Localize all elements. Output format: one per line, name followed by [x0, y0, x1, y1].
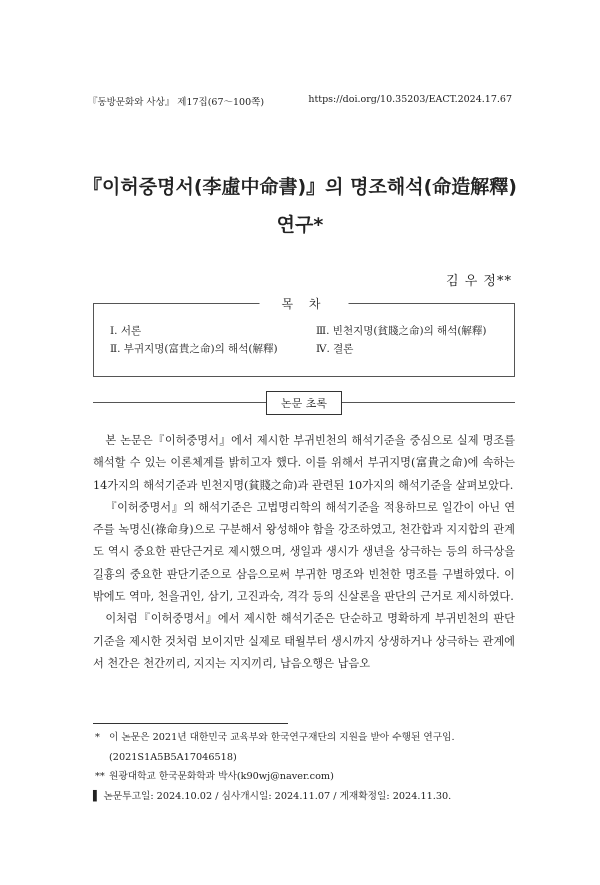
toc-item: Ⅰ. 서론 [110, 325, 142, 337]
author-name: 김 우 정** [446, 274, 512, 289]
submission-dates: ▌ 논문투고일: 2024.10.02 / 심사개시일: 2024.11.07 / 게재확정일: 2024.11.30. [93, 790, 452, 802]
paper-title [40, 168, 560, 244]
doi-link[interactable]: https://doi.org/10.35203/EACT.2024.17.67 [308, 94, 512, 105]
title-line-1: 『이허중명서(李虛中命書)』의 명조해석(命造解釋) [83, 176, 517, 198]
footnotes [93, 728, 515, 806]
toc-left-column [110, 322, 278, 358]
abstract-heading: 논문 초록 [266, 391, 342, 415]
journal-citation: 『동방문화와 사상』 제17집(67～100쪽) [88, 97, 265, 108]
footnote-mark: ** [95, 771, 105, 782]
running-header [88, 94, 512, 110]
toc-right-column [316, 322, 487, 358]
abstract-paragraph: 『이허중명서』의 해석기준은 고법명리학의 해석기준을 적용하므로 일간이 아닌 연주를 녹명신(祿命身)으로 구분해서 왕성해야 함을 강조하였고, 천간합과 지지합의 관계도 역시 중요한 판단근거로 제시했으며, 생일과 생시가 생년을 상극하는 등의 하극상을 길흉의 중요한 판단기준으로 삼음으로써 부귀한 명조와 빈천한 명조를 구별하였다. 이 밖에도 역마, 천을귀인, 삼기, 고진과숙, 격각 등의 신살론을 판단의 근거로 제시하였다. [93, 500, 515, 604]
table-of-contents [93, 297, 515, 377]
title-line-2: 연구* [276, 214, 324, 236]
toc-heading: 목 차 [260, 295, 349, 312]
footnote-author [93, 767, 515, 787]
footnote-funding [93, 728, 515, 767]
abstract-body [93, 430, 515, 675]
abstract-paragraph: 이처럼『이허중명서』에서 제시한 해석기준은 단순하고 명확하게 부귀빈천의 판단기준을 제시한 것처럼 보이지만 실제로 태월부터 생시까지 상생하거나 상극하는 관계에서 천간은 천간끼리, 지지는 지지끼리, 납음오행은 납음오 [93, 612, 515, 670]
footnote-mark: * [95, 732, 100, 743]
footnote-text: 이 논문은 2021년 대한민국 교육부와 한국연구재단의 지원을 받아 수행된 연구임.(2021S1A5B5A17046518) [109, 732, 455, 763]
toc-item: Ⅱ. 부귀지명(富貴之命)의 해석(解釋) [110, 343, 278, 355]
abstract-paragraph: 본 논문은『이허중명서』에서 제시한 부귀빈천의 해석기준을 중심으로 실제 명조를 해석할 수 있는 이론체계를 밝히고자 했다. 이를 위해서 부귀지명(富貴之命)에 속하는 14가지의 해석기준과 빈천지명(貧賤之命)과 관련된 10가지의 해석기준을 살펴보았다. [93, 434, 515, 492]
toc-item: Ⅳ. 결론 [316, 343, 354, 355]
footnote-text: 원광대학교 한국문화학과 박사(k90wj@naver.com) [109, 771, 334, 782]
footnote-divider [93, 723, 288, 724]
abstract-heading-bar [93, 391, 515, 415]
toc-item: Ⅲ. 빈천지명(貧賤之命)의 해석(解釋) [316, 325, 487, 337]
